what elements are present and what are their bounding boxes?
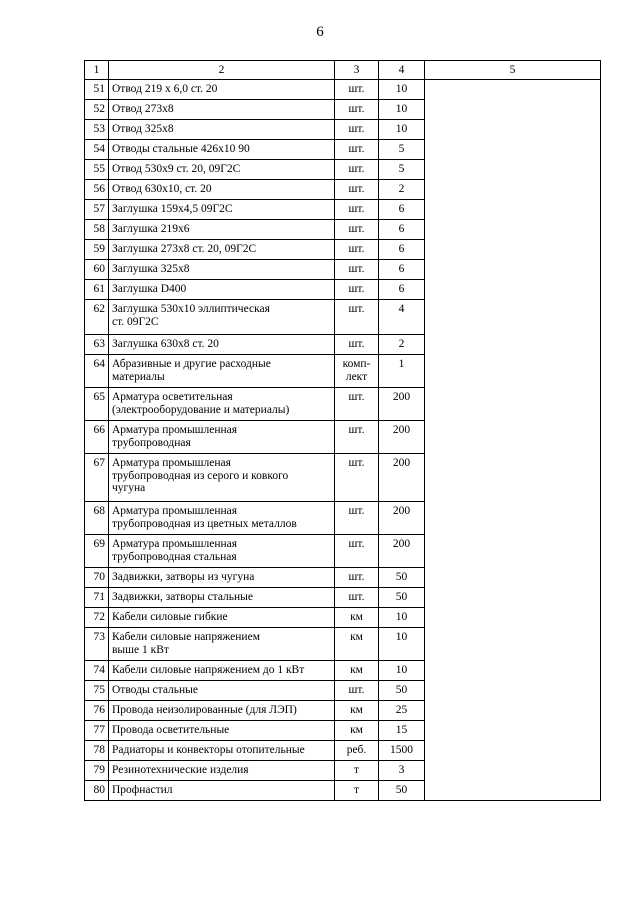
item-name: Резинотехнические изделия: [109, 761, 335, 781]
row-number: 73: [85, 628, 109, 661]
row-number: 67: [85, 454, 109, 502]
item-name: Кабели силовые гибкие: [109, 608, 335, 628]
item-name: Абразивные и другие расходные материалы: [109, 355, 335, 388]
row-number: 58: [85, 220, 109, 240]
item-name: Кабели силовые напряжением выше 1 кВт: [109, 628, 335, 661]
item-name: Задвижки, затворы из чугуна: [109, 568, 335, 588]
header-col-5: 5: [425, 61, 601, 80]
item-unit: шт.: [335, 140, 379, 160]
item-quantity: 200: [379, 388, 425, 421]
page-number: 6: [316, 24, 324, 40]
item-unit: шт.: [335, 588, 379, 608]
item-name: Профнастил: [109, 781, 335, 801]
item-unit: шт.: [335, 260, 379, 280]
item-unit: т: [335, 781, 379, 801]
item-name: Заглушка 273х8 ст. 20, 09Г2С: [109, 240, 335, 260]
row-number: 77: [85, 721, 109, 741]
item-unit: шт.: [335, 240, 379, 260]
item-quantity: 50: [379, 681, 425, 701]
item-unit: шт.: [335, 535, 379, 568]
item-unit: шт.: [335, 200, 379, 220]
item-name: Арматура осветительная (электрооборудование и материалы): [109, 388, 335, 421]
row-number: 63: [85, 335, 109, 355]
item-unit: шт.: [335, 421, 379, 454]
item-quantity: 6: [379, 280, 425, 300]
header-col-4: 4: [379, 61, 425, 80]
item-unit: шт.: [335, 568, 379, 588]
item-name: Отвод 530х9 ст. 20, 09Г2С: [109, 160, 335, 180]
item-name: Кабели силовые напряжением до 1 кВт: [109, 661, 335, 681]
item-quantity: 10: [379, 100, 425, 120]
item-quantity: 4: [379, 300, 425, 335]
row-number: 78: [85, 741, 109, 761]
row-number: 60: [85, 260, 109, 280]
item-name: Отвод 630х10, ст. 20: [109, 180, 335, 200]
row-number: 70: [85, 568, 109, 588]
header-row: [85, 61, 601, 80]
header-col-1: 1: [85, 61, 109, 80]
item-unit: комп- лект: [335, 355, 379, 388]
item-unit: шт.: [335, 280, 379, 300]
item-unit: шт.: [335, 160, 379, 180]
row-number: 79: [85, 761, 109, 781]
item-name: Арматура промышленная трубопроводная из цветных металлов: [109, 502, 335, 535]
row-number: 54: [85, 140, 109, 160]
item-unit: шт.: [335, 80, 379, 100]
item-quantity: 50: [379, 588, 425, 608]
item-quantity: 10: [379, 120, 425, 140]
item-quantity: 200: [379, 535, 425, 568]
item-unit: км: [335, 661, 379, 681]
row-number: 52: [85, 100, 109, 120]
item-name: Заглушка 630х8 ст. 20: [109, 335, 335, 355]
row-number: 53: [85, 120, 109, 140]
item-quantity: 1500: [379, 741, 425, 761]
item-unit: т: [335, 761, 379, 781]
header-col-3: 3: [335, 61, 379, 80]
row-number: 72: [85, 608, 109, 628]
item-unit: км: [335, 701, 379, 721]
item-quantity: 10: [379, 661, 425, 681]
item-unit: шт.: [335, 335, 379, 355]
item-quantity: 3: [379, 761, 425, 781]
item-name: Отвод 273х8: [109, 100, 335, 120]
row-number: 61: [85, 280, 109, 300]
item-name: Заглушка 219х6: [109, 220, 335, 240]
row-number: 74: [85, 661, 109, 681]
row-number: 56: [85, 180, 109, 200]
item-unit: шт.: [335, 100, 379, 120]
item-name: Арматура промышленная трубопроводная: [109, 421, 335, 454]
item-quantity: 5: [379, 160, 425, 180]
materials-table: [84, 60, 601, 801]
row-number: 75: [85, 681, 109, 701]
row-number: 55: [85, 160, 109, 180]
item-quantity: 10: [379, 628, 425, 661]
row-number: 76: [85, 701, 109, 721]
item-name: Арматура промышленая трубопроводная из серого и ковкого чугуна: [109, 454, 335, 502]
item-quantity: 6: [379, 220, 425, 240]
row-number: 65: [85, 388, 109, 421]
item-unit: шт.: [335, 388, 379, 421]
item-quantity: 10: [379, 80, 425, 100]
item-quantity: 25: [379, 701, 425, 721]
row-number: 69: [85, 535, 109, 568]
item-unit: реб.: [335, 741, 379, 761]
row-number: 57: [85, 200, 109, 220]
row-number: 59: [85, 240, 109, 260]
item-name: Радиаторы и конвекторы отопительные: [109, 741, 335, 761]
row-number: 64: [85, 355, 109, 388]
row-number: 68: [85, 502, 109, 535]
row-number: 80: [85, 781, 109, 801]
item-quantity: 6: [379, 260, 425, 280]
item-quantity: 1: [379, 355, 425, 388]
item-quantity: 5: [379, 140, 425, 160]
item-name: Заглушка D400: [109, 280, 335, 300]
item-unit: км: [335, 628, 379, 661]
item-quantity: 6: [379, 200, 425, 220]
item-unit: шт.: [335, 220, 379, 240]
item-name: Заглушка 159х4,5 09Г2С: [109, 200, 335, 220]
item-unit: шт.: [335, 120, 379, 140]
item-quantity: 2: [379, 180, 425, 200]
table-row: [85, 80, 601, 100]
item-name: Заглушка 325х8: [109, 260, 335, 280]
item-name: Арматура промышленная трубопроводная стальная: [109, 535, 335, 568]
item-name: Провода неизолированные (для ЛЭП): [109, 701, 335, 721]
item-quantity: 200: [379, 502, 425, 535]
header-col-2: 2: [109, 61, 335, 80]
item-quantity: 10: [379, 608, 425, 628]
row-number: 71: [85, 588, 109, 608]
row-number: 66: [85, 421, 109, 454]
item-quantity: 50: [379, 568, 425, 588]
item-quantity: 200: [379, 454, 425, 502]
item-quantity: 200: [379, 421, 425, 454]
notes-column: [425, 80, 601, 801]
item-unit: км: [335, 721, 379, 741]
row-number: 51: [85, 80, 109, 100]
item-unit: шт.: [335, 502, 379, 535]
item-quantity: 15: [379, 721, 425, 741]
item-name: Заглушка 530х10 эллиптическая ст. 09Г2С: [109, 300, 335, 335]
table-body: [85, 80, 601, 801]
row-number: 62: [85, 300, 109, 335]
item-quantity: 6: [379, 240, 425, 260]
item-name: Отвод 219 х 6,0 ст. 20: [109, 80, 335, 100]
item-quantity: 2: [379, 335, 425, 355]
item-name: Отводы стальные 426х10 90: [109, 140, 335, 160]
item-name: Отводы стальные: [109, 681, 335, 701]
item-name: Задвижки, затворы стальные: [109, 588, 335, 608]
item-name: Провода осветительные: [109, 721, 335, 741]
item-quantity: 50: [379, 781, 425, 801]
item-unit: км: [335, 608, 379, 628]
item-name: Отвод 325х8: [109, 120, 335, 140]
item-unit: шт.: [335, 180, 379, 200]
item-unit: шт.: [335, 681, 379, 701]
item-unit: шт.: [335, 454, 379, 502]
item-unit: шт.: [335, 300, 379, 335]
